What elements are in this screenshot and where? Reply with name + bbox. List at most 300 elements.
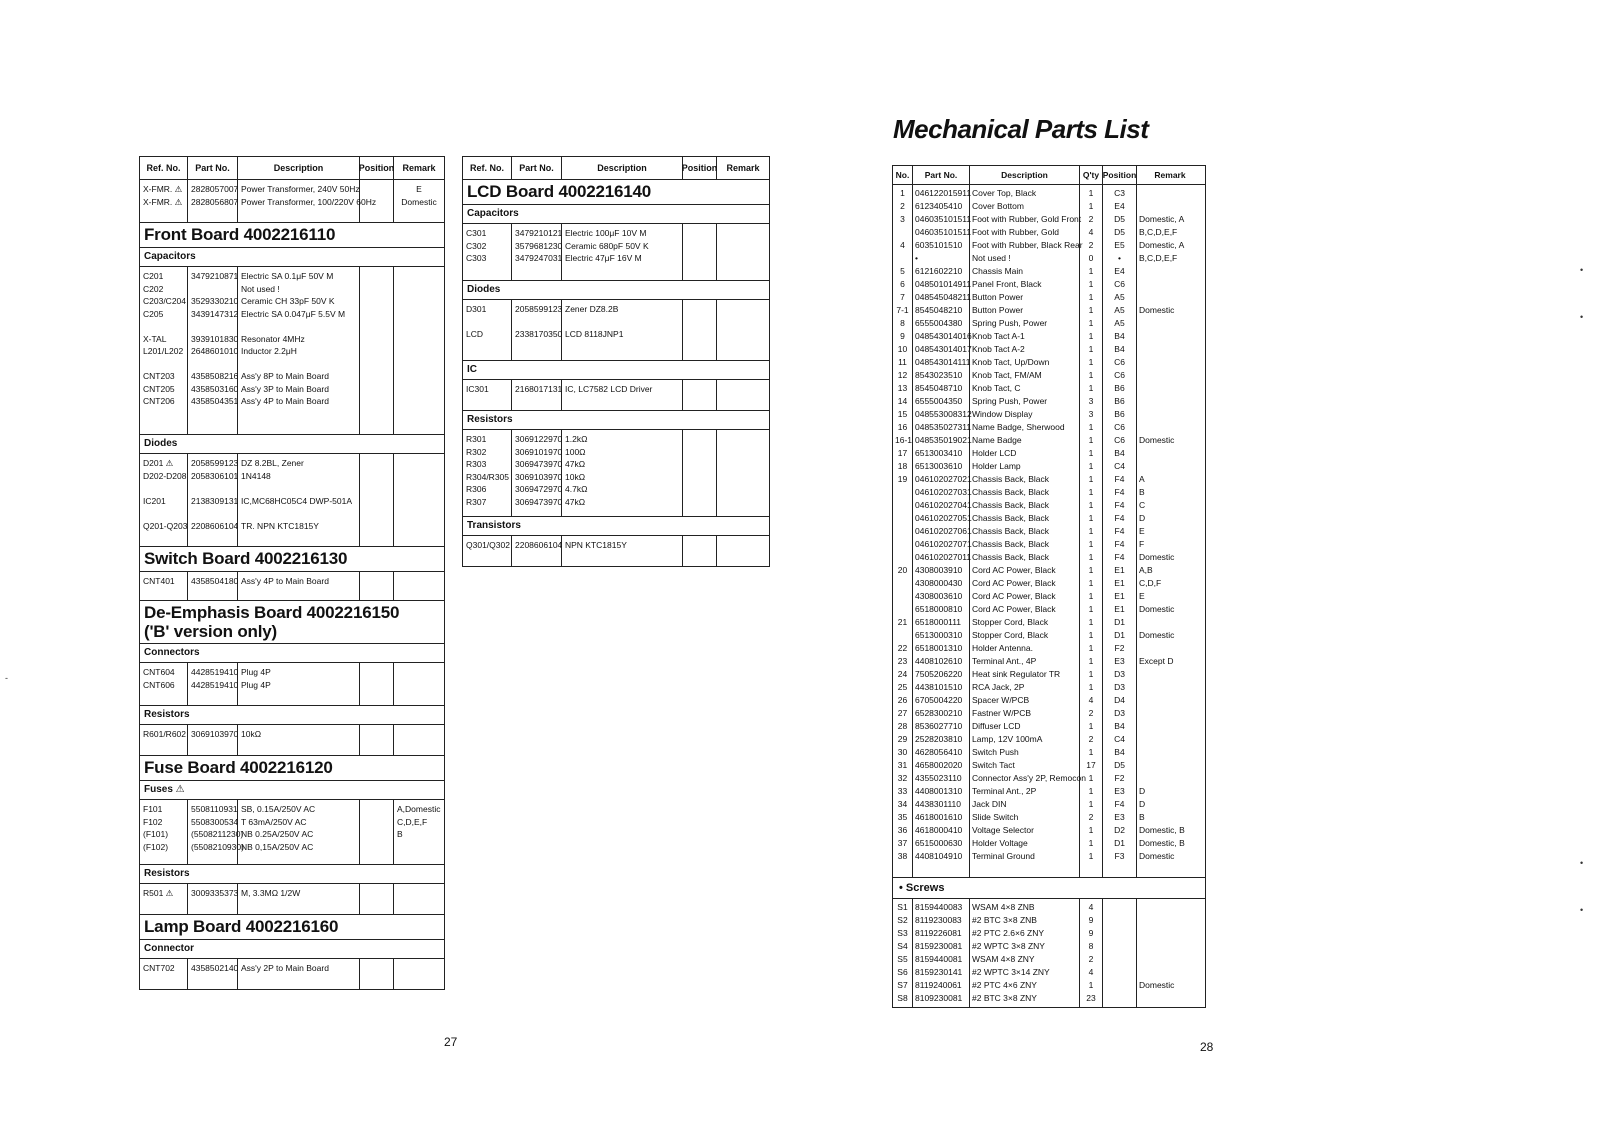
col-pos: [360, 663, 394, 705]
cell: S7: [897, 980, 908, 990]
col-desc: [970, 185, 1086, 865]
cell: Domestic: [1139, 305, 1175, 315]
cell: F102: [143, 816, 163, 827]
cell: Ass'y 4P to Main Board: [241, 396, 329, 406]
col-pos: [360, 454, 394, 546]
cell: [143, 507, 184, 520]
cell: 4618000410: [915, 825, 963, 835]
cell: 1: [1088, 656, 1094, 666]
cell: T 63mA/250V AC: [241, 816, 307, 827]
cell: 30: [897, 747, 908, 757]
cell: Plug 4P: [241, 679, 271, 690]
cell: R302: [466, 446, 487, 457]
cell: 8109230081: [915, 993, 963, 1003]
col-pos: [360, 572, 394, 600]
cell: 32: [897, 773, 908, 783]
col-pos: [683, 224, 717, 280]
col-part: [188, 572, 238, 600]
cell: [191, 482, 234, 495]
cell: C: [1139, 500, 1146, 510]
cell: [1139, 382, 1201, 395]
cell: 17: [897, 448, 908, 458]
col-position: [1103, 185, 1137, 865]
cell: Voltage Selector: [972, 825, 1034, 835]
col-pos: [360, 959, 394, 989]
cell: Inductor 2.2μH: [241, 346, 297, 356]
cell: 6518000810: [915, 604, 963, 614]
col-ref: [140, 267, 188, 434]
cell: 8543023510: [915, 370, 963, 380]
cell: 048501014911: [915, 279, 972, 289]
cell: D202-D208: [143, 470, 187, 481]
col-desc: [562, 536, 683, 566]
cell: Cord AC Power, Black: [972, 591, 1056, 601]
col-desc: [238, 180, 377, 222]
cell: 18: [897, 461, 908, 471]
cell: Holder Voltage: [972, 838, 1028, 848]
cell: E1: [1114, 578, 1125, 588]
cell: 10: [897, 344, 908, 354]
cell: 38: [897, 851, 908, 861]
connectors-label: Connectors: [140, 644, 444, 663]
cell: D2: [1114, 825, 1125, 835]
cell: 1: [1088, 266, 1094, 276]
cell: F3: [1114, 851, 1125, 861]
cell: Except D: [1139, 656, 1174, 666]
cell: 3579681230: [515, 240, 563, 251]
cell: [515, 316, 558, 329]
cell: [1139, 317, 1201, 330]
cell: [1139, 265, 1201, 278]
cell: 5: [900, 266, 905, 276]
cell: 046102027011: [915, 552, 972, 562]
col-ref: [140, 800, 188, 864]
col-ref: [463, 224, 512, 280]
cell: Chassis Back, Black: [972, 474, 1049, 484]
cell: 046102027031: [915, 487, 972, 497]
header-position: Position: [1103, 166, 1137, 184]
cell: 2138309131: [191, 495, 239, 506]
cell: Panel Front, Black: [972, 279, 1042, 289]
cell: WSAM 4×8 ZNB: [972, 902, 1035, 912]
cell: 1: [1088, 980, 1094, 990]
cell: Domestic: [1139, 552, 1175, 562]
cell: [1139, 291, 1201, 304]
cell: 10kΩ: [565, 471, 586, 482]
col-remark: [1137, 899, 1203, 1007]
col-part: [188, 454, 238, 546]
cell: D3: [1114, 708, 1125, 718]
col-ref: [140, 884, 188, 914]
cell: 1: [1088, 669, 1094, 679]
cell: E: [1139, 591, 1145, 601]
cell: F4: [1114, 526, 1125, 536]
header-remark: Remark: [402, 163, 436, 173]
cell: C302: [466, 240, 487, 251]
cell: E1: [1114, 591, 1125, 601]
cell: [1139, 694, 1201, 707]
cell: Cover Bottom: [972, 201, 1024, 211]
screws-rows: [893, 899, 1205, 1007]
cell: C6: [1114, 435, 1125, 445]
col-desc: [238, 800, 360, 864]
lcd-board-title: LCD Board 4002216140: [463, 180, 769, 205]
cell: [1139, 447, 1201, 460]
col-ref: [140, 725, 188, 755]
cell: F4: [1114, 487, 1125, 497]
resistors-label: Resistors: [140, 706, 444, 725]
cell: Holder Lamp: [972, 461, 1021, 471]
cell: 4438301110: [915, 799, 962, 809]
cell: 16-1: [895, 435, 913, 445]
col-part: [512, 380, 562, 410]
cell: [397, 841, 441, 854]
cell: [1139, 707, 1201, 720]
cell: 048553008312: [915, 409, 972, 419]
cell: F4: [1114, 539, 1125, 549]
col-part: [913, 865, 970, 877]
cell: 17: [1086, 760, 1096, 770]
cell: Foot with Rubber, Gold Front: [972, 214, 1082, 224]
cell: 3069103970: [191, 729, 239, 739]
cell: DZ 8.2BL, Zener: [241, 458, 304, 468]
cell: 048535019021: [915, 435, 972, 445]
cell: 4.7kΩ: [565, 484, 588, 494]
cell: •: [915, 253, 918, 263]
cell: 14: [897, 396, 908, 406]
cell: 2828056807: [191, 196, 239, 207]
cell: 23: [1086, 993, 1096, 1003]
cell: Electric 47μF 16V M: [565, 253, 642, 263]
col-pos: [360, 800, 394, 864]
cell: [1139, 187, 1201, 200]
cell: 6123405410: [915, 201, 963, 211]
cell: Spacer W/PCB: [972, 695, 1030, 705]
cell: [565, 316, 679, 329]
cell: [1139, 200, 1201, 213]
cell: R501 ⚠: [143, 888, 174, 898]
cell: 6555004350: [915, 396, 963, 406]
cell: 1: [1088, 630, 1094, 640]
col-ref: [463, 536, 512, 566]
cell: 5508110931: [191, 804, 238, 814]
table-header: [893, 166, 1205, 185]
cell: LCD: [466, 329, 484, 339]
header-part: Part No.: [913, 166, 970, 184]
cell: C4: [1114, 461, 1125, 471]
cell: Name Badge, Sherwood: [972, 422, 1065, 432]
col-part: [188, 800, 244, 864]
cell: 1: [1088, 526, 1094, 536]
col-desc: [970, 899, 1080, 1007]
cell: B,C,D,E,F: [1139, 253, 1178, 263]
cell: Terminal Ground: [972, 851, 1035, 861]
lamp-board-title: Lamp Board 4002216160: [140, 915, 444, 940]
cell: 4428519410: [191, 667, 239, 677]
cell: 1: [1088, 383, 1094, 393]
cell: 9: [1088, 915, 1094, 925]
cell: [895, 226, 910, 239]
cell: D1: [1114, 617, 1125, 627]
cell: IC201: [143, 495, 166, 506]
page-number-right: 28: [1200, 1040, 1214, 1054]
cell: 1: [1088, 539, 1094, 549]
cell: Ceramic CH 33pF 50V K: [241, 296, 335, 306]
cell: 1: [1088, 422, 1094, 432]
cell: 3069472970: [515, 484, 563, 494]
cell: 2058599123: [515, 304, 563, 314]
connector-label: Connector: [140, 940, 444, 959]
col-desc: [238, 663, 360, 705]
cell: 046102027071: [915, 539, 972, 549]
cell: [1139, 927, 1201, 940]
cell: 8159230141: [915, 967, 963, 977]
cell: [1139, 759, 1201, 772]
cell: 3939101830: [191, 333, 239, 344]
deemphasis-connectors: [140, 663, 444, 706]
cell: CNT203: [143, 371, 175, 381]
cell: Connector Ass'y 2P, Remocon: [972, 773, 1086, 783]
cell: 36: [897, 825, 908, 835]
cell: 7-1: [896, 305, 909, 315]
col-part: [913, 185, 970, 865]
cell: 35: [897, 812, 908, 822]
cell: Button Power: [972, 305, 1024, 315]
cell: C301: [466, 228, 487, 238]
col-qty: [1080, 899, 1103, 1007]
cell: S8: [897, 993, 908, 1003]
cell: 1: [1088, 461, 1094, 471]
cell: 4308000430: [915, 578, 963, 588]
edge-mark: •: [1580, 265, 1584, 275]
col-desc: [238, 725, 360, 755]
cell: 7505206220: [915, 669, 963, 679]
col-qty: [1080, 185, 1103, 865]
cell: Chassis Back, Black: [972, 487, 1049, 497]
edge-mark: •: [1580, 312, 1584, 322]
cell: 28: [897, 721, 908, 731]
cell: 6518001310: [915, 643, 963, 653]
cell: 11: [898, 357, 907, 367]
cell: C203/C204: [143, 296, 187, 306]
cell: 4408104910: [915, 851, 963, 861]
edge-mark: -: [5, 673, 8, 683]
capacitors-label: Capacitors: [463, 205, 769, 224]
cell: 1: [1088, 331, 1094, 341]
cell: 1: [1088, 682, 1094, 692]
cell: 2: [1088, 734, 1094, 744]
cell: CNT205: [143, 383, 175, 394]
cell: Domestic, A: [1139, 240, 1185, 250]
cell: 2208606104: [515, 540, 563, 550]
cell: 9: [1088, 928, 1094, 938]
cell: [241, 358, 356, 371]
cell: [1139, 343, 1201, 356]
cell: 4358504351: [191, 396, 239, 406]
col-ref: [140, 572, 188, 600]
cell: [895, 590, 910, 603]
col-pos: [683, 300, 717, 360]
cell: Chassis Back, Black: [972, 513, 1049, 523]
cell: 19: [897, 474, 908, 484]
col-remark: [394, 725, 444, 755]
cell: [1139, 369, 1201, 382]
cell: 2058599123: [191, 458, 239, 468]
col-ref: [140, 180, 188, 222]
cell: 1: [1088, 201, 1094, 211]
cell: 3069103970: [515, 471, 563, 482]
cell: #2 PTC 4×6 ZNY: [972, 980, 1037, 990]
cell: Knob Tact A-2: [972, 344, 1025, 354]
cell: 1: [1088, 604, 1094, 614]
cell: 1: [1088, 851, 1094, 861]
cell: D1: [1114, 838, 1125, 848]
cell: C,D,F: [1139, 578, 1162, 588]
cell: 21: [897, 617, 908, 627]
cell: E5: [1114, 240, 1125, 250]
cell: 6035101510: [915, 240, 963, 250]
cell: [1139, 992, 1201, 1005]
cell: [1139, 901, 1201, 914]
cell: D5: [1114, 227, 1125, 237]
cell: 1: [900, 188, 905, 198]
col-remark: [717, 300, 769, 360]
cell: F101: [143, 804, 163, 814]
cell: B: [1139, 812, 1145, 822]
cell: Power Transformer, 100/220V 60Hz: [241, 196, 377, 207]
cell: 4: [1088, 967, 1094, 977]
header-ref: Ref. No.: [463, 157, 512, 179]
cell: Holder Antenna.: [972, 643, 1033, 653]
cell: 2058306101: [191, 470, 239, 481]
cell: Domestic, A: [1139, 214, 1185, 224]
cell: Not used !: [972, 253, 1011, 263]
cell: [1139, 642, 1201, 655]
cell: M, 3.3MΩ 1/2W: [241, 888, 301, 898]
cell: C6: [1114, 357, 1125, 367]
col-part: [188, 180, 238, 222]
cell: Domestic, B: [1139, 838, 1185, 848]
cell: B4: [1114, 344, 1125, 354]
cell: #2 WPTC 3×14 ZNY: [972, 967, 1050, 977]
cell: Foot with Rubber, Black Rear: [972, 240, 1083, 250]
cell: 1.2kΩ: [565, 434, 588, 444]
cell: Q301/Q302: [466, 540, 510, 550]
header-part: Part No.: [188, 157, 238, 179]
cell: 1: [1088, 747, 1094, 757]
cell: 2: [1088, 708, 1094, 718]
cell: 1: [1088, 370, 1094, 380]
lamp-board-rows: [140, 959, 444, 989]
cell: 6528300210: [915, 708, 963, 718]
col-remark: [717, 224, 769, 280]
cell: (F102): [143, 841, 169, 852]
cell: (5508211230): [191, 829, 244, 839]
cell: E4: [1114, 201, 1125, 211]
cell: Chassis Back, Black: [972, 539, 1049, 549]
col-pos: [360, 180, 394, 222]
cell: Stopper Cord, Black: [972, 630, 1049, 640]
cell: R306: [466, 484, 487, 494]
cell: Chassis Back, Black: [972, 526, 1049, 536]
cell: 34: [897, 799, 908, 809]
cell: F2: [1114, 773, 1125, 783]
cell: Terminal Ant., 2P: [972, 786, 1037, 796]
cell: [1139, 421, 1201, 434]
header-remark: Remark: [1154, 170, 1186, 180]
header-description: Description: [562, 157, 683, 179]
col-part: [188, 884, 238, 914]
cell: 2648601010: [191, 346, 239, 356]
cell: E3: [1114, 786, 1125, 796]
cell: 2: [1088, 812, 1094, 822]
cell: 2168017131: [515, 384, 563, 394]
cell: C6: [1114, 422, 1125, 432]
switch-board-title: Switch Board 4002216130: [140, 547, 444, 572]
cell: Ass'y 8P to Main Board: [241, 371, 329, 381]
cell: [895, 499, 910, 512]
cell: [1139, 681, 1201, 694]
col-desc: [562, 224, 683, 280]
cell: 046102027061: [915, 526, 972, 536]
cell: 1: [1088, 474, 1094, 484]
cell: [1139, 733, 1201, 746]
cell: Diffuser LCD: [972, 721, 1021, 731]
cell: X-TAL: [143, 333, 167, 344]
cell: Chassis Back, Black: [972, 552, 1049, 562]
switch-board-rows: [140, 572, 444, 601]
col-remark: [394, 572, 444, 600]
cell: #2 BTC 3×8 ZNY: [972, 993, 1037, 1003]
cell: B6: [1114, 383, 1125, 393]
cell: Electric SA 0.1μF 50V M: [241, 271, 334, 281]
col-no: [893, 865, 913, 877]
cell: B6: [1114, 396, 1125, 406]
cell: Ass'y 3P to Main Board: [241, 383, 329, 394]
cell: [1139, 668, 1201, 681]
header-no: No.: [893, 166, 913, 184]
col-ref: [140, 454, 188, 546]
title-line-2: ('B' version only): [144, 622, 277, 641]
col-desc: [238, 884, 360, 914]
cell: 1: [1088, 305, 1094, 315]
cell: C6: [1114, 279, 1125, 289]
cell: Switch Tact: [972, 760, 1015, 770]
cell: 31: [897, 760, 908, 770]
cell: 33: [897, 786, 908, 796]
col-ref: [463, 430, 512, 516]
fuse-board-fuses: [140, 800, 444, 865]
cell: RCA Jack, 2P: [972, 682, 1025, 692]
col-position: [1103, 899, 1137, 1007]
cell: 8545048210: [915, 305, 963, 315]
cell: 6121602210: [915, 266, 963, 276]
cell: E3: [1114, 812, 1125, 822]
cell: 048535027311: [915, 422, 972, 432]
cell: B,C,D,E,F: [1139, 227, 1178, 237]
col-pos: [683, 380, 717, 410]
cell: Domestic: [1139, 980, 1175, 990]
cell: Cord AC Power, Black: [972, 578, 1056, 588]
cell: Knob Tact A-1: [972, 331, 1025, 341]
cell: [1139, 772, 1201, 785]
cell: [1139, 720, 1201, 733]
cell: 3479210121: [515, 228, 563, 238]
cell: B4: [1114, 448, 1125, 458]
cell: 3: [1088, 396, 1094, 406]
col-qty: [1080, 865, 1103, 877]
cell: SB, 0.15A/250V AC: [241, 804, 316, 814]
